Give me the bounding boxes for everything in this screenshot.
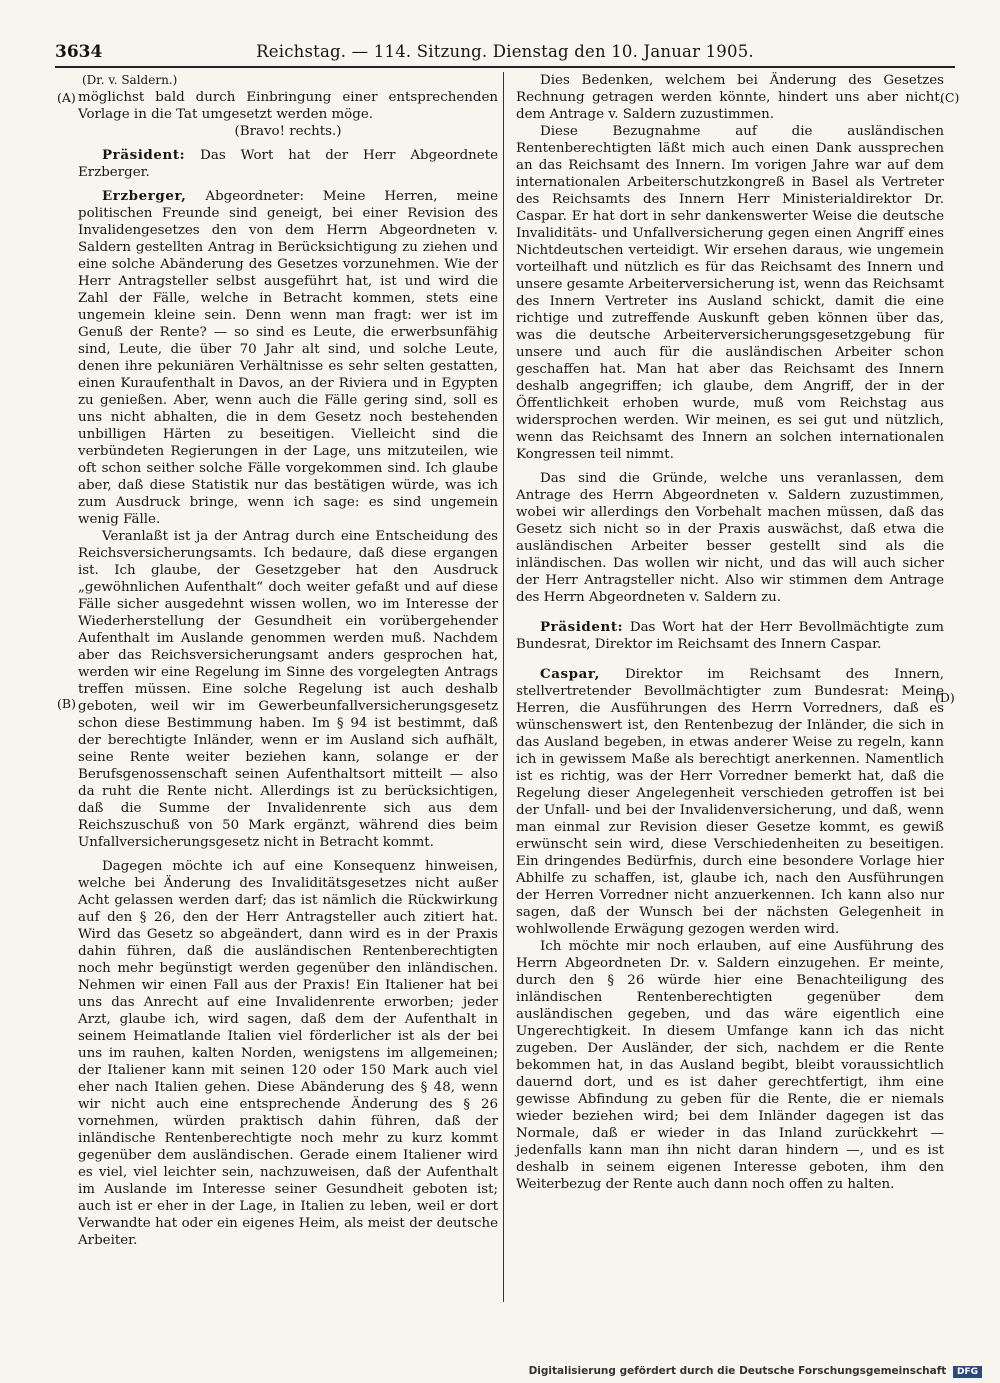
- dfg-logo: DFG: [953, 1366, 982, 1378]
- speech-text: Das Wort hat der Herr Bevollmächtigte zum Bundesrat, Direktor im Reichsamt des Innern Caspar.: [516, 620, 944, 652]
- paragraph: Das sind die Gründe, welche uns veranlassen, dem Antrage des Herrn Abgeordneten v. Saldern zuzustimmen, wobei wir allerdings den Vorbehalt machen müssen, daß das Gesetz sich nicht so in der Praxis auswächst, daß etwa die ausländischen Arbeiter besser gestellt sind als die inländischen. Das wollen wir nicht, und das will auch sicher der Herr Antragsteller nicht. Also wir stimmen dem Antrage des Herrn Abgeordneten v. Saldern zu.: [516, 471, 944, 605]
- paragraph: Veranlaßt ist ja der Antrag durch eine Entscheidung des Reichsversicherungsamts. Ich bedaure, daß diese ergangen ist. Ich glaube, der Gesetzgeber hat den Ausdruck „gewöhnlichen Aufenthalt“ doch weiter gefaßt und auf diese Fälle sicher ausgedehnt wissen wollen, wo im Interesse der Wiederherstellung der Gesundheit ein vorübergehender Aufenthalt im Auslande genommen werden muß. Nachdem aber das Reichsversicherungsamt anders gesprochen hat, werden wir eine Regelung im Sinne des vorgelegten Antrags treffen müssen. Eine solche Regelung ist auch deshalb geboten, weil wir im Gewerbeunfallversicherungsgesetz schon diese Bestimmung haben. Im § 94 ist bestimmt, daß der berechtigte Inländer, wenn er im Ausland sich aufhält, seine Rente weiter beziehen kann, solange er der Berufsgenossenschaft seinen Aufenthaltsort mitteilt — also da ruht die Rente nicht. Allerdings ist zu berücksichtigen, daß die Summe der Invalidenrente sich aus dem Reichszuschuß von 50 Mark ergänzt, während dies beim Unfallversicherungsgesetz nicht in Betracht kommt.: [78, 529, 498, 850]
- left-column: [78, 72, 498, 1249]
- page-number: 3634: [55, 42, 103, 62]
- applause-note: (Bravo! rechts.): [234, 124, 342, 139]
- margin-marker-b: (B): [57, 696, 76, 711]
- speaker-name: Caspar,: [540, 666, 600, 682]
- right-column: [516, 72, 944, 1193]
- credit-text: Digitalisierung gefördert durch die Deutsche Forschungsgemeinschaft: [528, 1365, 947, 1377]
- margin-marker-d: (D): [935, 690, 955, 705]
- paragraph: Diese Bezugnahme auf die ausländischen Rentenberechtigten läßt mich auch einen Dank aussprechen an das Reichsamt des Innern. Im vorigen Jahre war auf dem internationalen Arbeiterschutzkongreß in Basel als Vertreter des Reichsamts des Innern Herr Ministerialdirektor Dr. Caspar. Er hat dort in sehr dankenswerter Weise die deutsche Invaliditäts- und Unfallversicherung gegen einen Angriff eines Nichtdeutschen verteidigt. Wir ersehen daraus, wie ungemein vorteilhaft und nützlich es für das Reichsamt des Innern und unsere gesamte Arbeiterversicherung ist, wenn das Reichsamt des Innern Vertreter ins Ausland schickt, damit die eine richtige und zutreffende Auskunft geben können über das, was die deutsche Arbeiterversicherungsgesetzgebung für unsere und auch für die ausländischen Arbeiter schon geschaffen hat. Man hat aber das Reichsamt des Innern deshalb angegriffen; ich glaube, dem Angriff, der in der Öffentlichkeit erhoben wurde, muß vom Reichstag aus widersprochen werden. Wir meinen, es sei gut und nützlich, wenn das Reichsamt des Innern an solchen internationalen Kongressen teil nimmt.: [516, 124, 944, 462]
- paragraph: [78, 147, 498, 181]
- header-rule: [55, 66, 955, 68]
- margin-marker-c: (C): [940, 90, 960, 105]
- paragraph: Ich möchte mir noch erlauben, auf eine Ausführung des Herrn Abgeordneten Dr. v. Saldern einzugehen. Er meinte, durch den § 26 würde hier eine Benachteiligung des inländischen Rentenberechtigten gegenüber dem ausländischen gegeben, und das wäre eigentlich eine Ungerechtigkeit. In diesem Umfange kann ich das nicht zugeben. Der Ausländer, der sich, nachdem er die Rente bekommen hat, in das Ausland begibt, bleibt voraussichtlich dauernd dort, und es ist daher gerechtfertigt, ihm eine gewisse Abfindung zu geben für die Rente, die er niemals wieder beziehen wird; bei dem Inländer dagegen ist das Normale, daß er wieder in das Inland zurückkehrt — jedenfalls kann man ihn nicht daran hindern —, und es ist deshalb in seinem eigenen Interesse geboten, ihm den Weiterbezug der Rente auch dann noch offen zu halten.: [516, 939, 944, 1192]
- paragraph: Dagegen möchte ich auf eine Konsequenz hinweisen, welche bei Änderung des Invaliditätsgesetzes nicht außer Acht gelassen werden darf; das ist nämlich die Rückwirkung auf den § 26, den der Herr Antragsteller auch zitiert hat. Wird das Gesetz so abgeändert, dann wird es in der Praxis dahin führen, daß die ausländischen Rentenberechtigten noch mehr begünstigt werden gegenüber den inländischen. Nehmen wir einen Fall aus der Praxis! Ein Italiener hat bei uns das Anrecht auf eine Invalidenrente erworben; jeder Arzt, glaube ich, wird sagen, daß dem der Aufenthalt in seinem Heimatlande Italien viel förderlicher ist als der bei uns im rauhen, kalten Norden, wenigstens im allgemeinen; der Italiener kann mit seinen 120 oder 150 Mark auch viel eher nach Italien gehen. Diese Abänderung des § 48, wenn wir nicht auch eine entsprechende Änderung des § 26 vornehmen, würden praktisch dahin führen, daß der inländische Rentenberechtigte noch mehr zu kurz kommt gegenüber dem ausländischen. Gerade einem Italiener wird es viel, viel leichter sein, nachzuweisen, daß der Aufenthalt im Auslande im Interesse seiner Gesundheit geboten ist; auch ist er eher in der Lage, in Italien zu leben, weil er dort Verwandte hat oder ein eigenes Heim, als meist der deutsche Arbeiter.: [78, 859, 498, 1248]
- speaker-name: Erzberger,: [102, 188, 187, 204]
- speaker-continuation: (Dr. v. Saldern.): [82, 73, 178, 87]
- speech-text: Das Wort hat der Herr Abgeordnete Erzberger.: [78, 148, 498, 180]
- paragraph: möglichst bald durch Einbringung einer entsprechenden Vorlage in die Tat umgesetzt werden möge.: [78, 90, 498, 122]
- paragraph: [516, 666, 944, 938]
- column-divider: [503, 72, 504, 1302]
- speaker-name: Präsident:: [540, 619, 624, 635]
- margin-marker-a: (A): [57, 90, 76, 105]
- speech-text: Direktor im Reichsamt des Innern, stellvertretender Bevollmächtigter zum Bundesrat: Meine Herren, die Ausführungen des Herrn Vorredners, daß es wünschenswert ist, den Rentenbezug der Inländer, die sich in das Ausland begeben, in etwas anderer Weise zu regeln, kann ich in gewissem Maße als berechtigt anerkennen. Namentlich ist es richtig, was der Herr Vorredner bemerkt hat, daß die Regelung dieser Angelegenheit verschieden getroffen ist bei der Unfall- und bei der Invalidenversicherung, und daß, wenn man einmal zur Revision dieser Gesetze kommt, es gewiß erwünscht sein wird, diese Verschiedenheiten zu beseitigen. Ein dringendes Bedürfnis, durch eine besondere Vorlage hier Abhilfe zu schaffen, ist, glaube ich, nach den Ausführungen der Herren Vorredner nicht anzuerkennen. Ich kann also nur sagen, daß der Wunsch bei der nächsten Gelegenheit in wohlwollende Erwägung gezogen werden wird.: [516, 667, 944, 937]
- speaker-name: Präsident:: [102, 147, 186, 163]
- speech-text: Abgeordneter: Meine Herren, meine politischen Freunde sind geneigt, bei einer Revision des Invalidengesetzes den von dem Herrn Abgeordneten v. Saldern gestellten Antrag in Berücksichtigung zu ziehen und eine solche Abänderung des Gesetzes vorzunehmen. Wie der Herr Antragsteller selbst ausgeführt hat, ist und wird die Zahl der Fälle, welche in Betracht kommen, stets eine ungemein kleine sein. Denn wenn man fragt: wer ist im Genuß der Rente? — so sind es Leute, die erwerbsunfähig sind, Leute, die über 70 Jahr alt sind, und solche Leute, denen ihre pekuniären Verhältnisse es sehr selten gestatten, einen Kuraufenthalt in Davos, an der Riviera und in Egypten zu genießen. Aber, wenn auch die Fälle gering sind, soll es uns nicht abhalten, die in dem Gesetz noch bestehenden unbilligen Härten zu beseitigen. Vielleicht sind die verbündeten Regierungen in der Lage, uns mitzuteilen, wie oft schon seither solche Fälle vorgekommen sind. Ich glaube aber, daß diese Statistik nur das bestätigen würde, was ich zum Ausdruck bringe, wenn ich sage: es sind ungemein wenig Fälle.: [78, 189, 498, 527]
- paragraph: [78, 188, 498, 528]
- page-header: [55, 42, 955, 66]
- digitization-credit: [529, 1365, 982, 1378]
- paragraph: Dies Bedenken, welchem bei Änderung des Gesetzes Rechnung getragen werden könnte, hindert uns aber nicht, dem Antrage v. Saldern zuzustimmen.: [516, 73, 944, 122]
- running-title: Reichstag. — 114. Sitzung. Dienstag den 10. Januar 1905.: [256, 42, 754, 61]
- paragraph: [516, 619, 944, 653]
